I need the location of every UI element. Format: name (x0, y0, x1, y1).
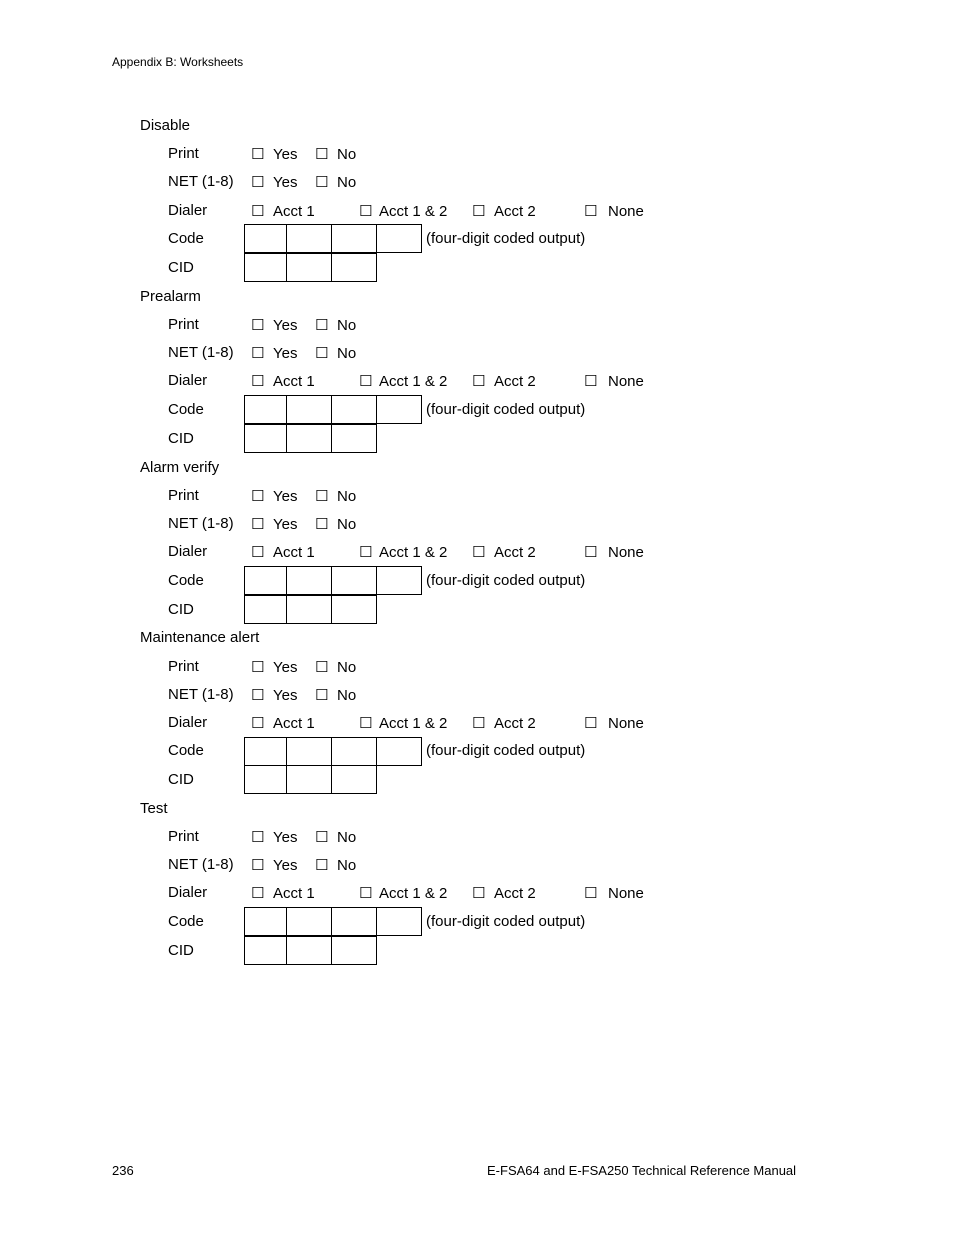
code-digit-box[interactable] (331, 395, 377, 424)
code-digit-box[interactable] (286, 395, 332, 424)
checkbox-icon[interactable]: ☐ (472, 372, 486, 390)
net-no-option[interactable]: ☐ No (315, 856, 357, 874)
checkbox-icon[interactable]: ☐ (315, 856, 329, 874)
code-digit-box[interactable] (244, 907, 287, 936)
section-maintenance-alert (0, 629, 954, 800)
checkbox-icon[interactable]: ☐ (472, 543, 486, 561)
cid-digit-box[interactable] (244, 936, 287, 965)
checkbox-icon[interactable]: ☐ (251, 543, 265, 561)
code-entry-boxes[interactable] (244, 395, 422, 423)
print-yes-option[interactable]: ☐ Yes (251, 145, 298, 163)
cid-digit-box[interactable] (244, 253, 287, 282)
code-hint: (four-digit coded output) (426, 913, 586, 930)
dialer-none-option[interactable]: ☐ None (584, 372, 644, 390)
checkbox-icon[interactable]: ☐ (251, 316, 265, 334)
dialer-acct2-option[interactable]: ☐ Acct 2 (472, 372, 536, 390)
dialer-none-option[interactable]: ☐ None (584, 884, 644, 902)
print-yes-option[interactable]: ☐ Yes (251, 316, 298, 334)
net-no-option[interactable]: ☐ No (315, 173, 357, 191)
checkbox-icon[interactable]: ☐ (251, 856, 265, 874)
code-label: Code (168, 742, 204, 759)
dialer-acct1-option[interactable]: ☐ Acct 1 (251, 202, 315, 220)
checkbox-icon[interactable]: ☐ (251, 884, 265, 902)
checkbox-icon[interactable]: ☐ (315, 145, 329, 163)
dialer-acct12-option[interactable]: ☐ Acct 1 & 2 (359, 543, 448, 561)
cid-label: CID (168, 942, 194, 959)
code-label: Code (168, 913, 204, 930)
net-label: NET (1-8) (168, 173, 234, 190)
checkbox-icon[interactable]: ☐ (315, 515, 329, 533)
checkbox-icon[interactable]: ☐ (584, 884, 598, 902)
cid-digit-box[interactable] (244, 424, 287, 453)
cid-label: CID (168, 771, 194, 788)
code-hint: (four-digit coded output) (426, 230, 586, 247)
checkbox-icon[interactable]: ☐ (251, 344, 265, 362)
code-digit-box[interactable] (331, 737, 377, 766)
page-number: 236 (112, 1163, 134, 1178)
checkbox-icon[interactable]: ☐ (472, 714, 486, 732)
section-title: Test (140, 800, 168, 817)
checkbox-icon[interactable]: ☐ (251, 515, 265, 533)
net-label: NET (1-8) (168, 515, 234, 532)
net-no-option[interactable]: ☐ No (315, 515, 357, 533)
cid-digit-box[interactable] (286, 765, 332, 794)
net-yes-option[interactable]: ☐ Yes (251, 344, 298, 362)
print-label: Print (168, 658, 199, 675)
cid-digit-box[interactable] (286, 253, 332, 282)
checkbox-icon[interactable]: ☐ (315, 828, 329, 846)
cid-digit-box[interactable] (331, 253, 377, 282)
dialer-acct2-option[interactable]: ☐ Acct 2 (472, 543, 536, 561)
code-entry-boxes[interactable] (244, 566, 422, 594)
dialer-acct2-option[interactable]: ☐ Acct 2 (472, 714, 536, 732)
cid-digit-box[interactable] (331, 936, 377, 965)
cid-digit-box[interactable] (286, 936, 332, 965)
code-hint: (four-digit coded output) (426, 742, 586, 759)
checkbox-icon[interactable]: ☐ (315, 316, 329, 334)
section-title: Maintenance alert (140, 629, 260, 646)
code-digit-box[interactable] (244, 224, 287, 253)
dialer-acct12-option[interactable]: ☐ Acct 1 & 2 (359, 714, 448, 732)
print-no-option[interactable]: ☐ No (315, 487, 357, 505)
code-entry-boxes[interactable] (244, 907, 422, 935)
checkbox-icon[interactable]: ☐ (251, 686, 265, 704)
code-hint: (four-digit coded output) (426, 401, 586, 418)
code-digit-box[interactable] (244, 566, 287, 595)
print-yes-option[interactable]: ☐ Yes (251, 487, 298, 505)
dialer-label: Dialer (168, 714, 208, 731)
checkbox-icon[interactable]: ☐ (251, 173, 265, 191)
checkbox-icon[interactable]: ☐ (315, 686, 329, 704)
cid-digit-box[interactable] (286, 595, 332, 624)
dialer-acct1-option[interactable]: ☐ Acct 1 (251, 884, 315, 902)
code-entry-boxes[interactable] (244, 224, 422, 252)
cid-entry-boxes[interactable] (244, 253, 377, 281)
checkbox-icon[interactable]: ☐ (251, 202, 265, 220)
checkbox-icon[interactable]: ☐ (251, 487, 265, 505)
dialer-acct2-option[interactable]: ☐ Acct 2 (472, 884, 536, 902)
dialer-none-option[interactable]: ☐ None (584, 202, 644, 220)
checkbox-icon[interactable]: ☐ (251, 714, 265, 732)
code-digit-box[interactable] (376, 907, 422, 936)
page-header: Appendix B: Worksheets (112, 55, 244, 69)
checkbox-icon[interactable]: ☐ (251, 372, 265, 390)
cid-entry-boxes[interactable] (244, 765, 377, 793)
checkbox-icon[interactable]: ☐ (359, 372, 373, 390)
dialer-acct12-option[interactable]: ☐ Acct 1 & 2 (359, 202, 448, 220)
cid-digit-box[interactable] (244, 595, 287, 624)
checkbox-icon[interactable]: ☐ (315, 658, 329, 676)
code-hint: (four-digit coded output) (426, 572, 586, 589)
checkbox-icon[interactable]: ☐ (584, 372, 598, 390)
code-digit-box[interactable] (331, 566, 377, 595)
section-title: Disable (140, 117, 191, 134)
dialer-none-option[interactable]: ☐ None (584, 714, 644, 732)
cid-label: CID (168, 601, 194, 618)
dialer-acct1-option[interactable]: ☐ Acct 1 (251, 372, 315, 390)
dialer-acct12-option[interactable]: ☐ Acct 1 & 2 (359, 372, 448, 390)
checkbox-icon[interactable]: ☐ (359, 543, 373, 561)
section-alarm-verify (0, 459, 954, 630)
manual-title: E-FSA64 and E-FSA250 Technical Reference Manual (487, 1163, 797, 1178)
cid-entry-boxes[interactable] (244, 936, 377, 964)
code-entry-boxes[interactable] (244, 737, 422, 765)
checkbox-icon[interactable]: ☐ (251, 658, 265, 676)
cid-digit-box[interactable] (331, 595, 377, 624)
code-digit-box[interactable] (286, 737, 332, 766)
dialer-label: Dialer (168, 372, 208, 389)
net-yes-option[interactable]: ☐ Yes (251, 856, 298, 874)
cid-entry-boxes[interactable] (244, 424, 377, 452)
cid-digit-box[interactable] (331, 765, 377, 794)
print-label: Print (168, 316, 199, 333)
net-yes-option[interactable]: ☐ Yes (251, 686, 298, 704)
print-no-option[interactable]: ☐ No (315, 316, 357, 334)
print-label: Print (168, 487, 199, 504)
dialer-acct1-option[interactable]: ☐ Acct 1 (251, 543, 315, 561)
dialer-none-option[interactable]: ☐ None (584, 543, 644, 561)
checkbox-icon[interactable]: ☐ (584, 714, 598, 732)
checkbox-icon[interactable]: ☐ (584, 202, 598, 220)
section-title: Alarm verify (140, 459, 220, 476)
section-prealarm (0, 288, 954, 459)
net-no-option[interactable]: ☐ No (315, 686, 357, 704)
print-no-option[interactable]: ☐ No (315, 658, 357, 676)
code-label: Code (168, 230, 204, 247)
section-disable (0, 117, 954, 288)
code-digit-box[interactable] (331, 224, 377, 253)
section-title: Prealarm (140, 288, 201, 305)
cid-label: CID (168, 259, 194, 276)
cid-digit-box[interactable] (331, 424, 377, 453)
print-yes-option[interactable]: ☐ Yes (251, 828, 298, 846)
code-digit-box[interactable] (244, 737, 287, 766)
print-label: Print (168, 145, 199, 162)
checkbox-icon[interactable]: ☐ (315, 344, 329, 362)
checkbox-icon[interactable]: ☐ (315, 173, 329, 191)
dialer-acct2-option[interactable]: ☐ Acct 2 (472, 202, 536, 220)
code-digit-box[interactable] (376, 395, 422, 424)
code-digit-box[interactable] (244, 395, 287, 424)
net-no-option[interactable]: ☐ No (315, 344, 357, 362)
checkbox-icon[interactable]: ☐ (251, 145, 265, 163)
checkbox-icon[interactable]: ☐ (315, 487, 329, 505)
code-digit-box[interactable] (376, 566, 422, 595)
code-digit-box[interactable] (376, 224, 422, 253)
dialer-label: Dialer (168, 202, 208, 219)
checkbox-icon[interactable]: ☐ (472, 202, 486, 220)
cid-entry-boxes[interactable] (244, 595, 377, 623)
net-label: NET (1-8) (168, 686, 234, 703)
cid-label: CID (168, 430, 194, 447)
checkbox-icon[interactable]: ☐ (359, 714, 373, 732)
print-no-option[interactable]: ☐ No (315, 828, 357, 846)
dialer-label: Dialer (168, 543, 208, 560)
checkbox-icon[interactable]: ☐ (359, 884, 373, 902)
code-digit-box[interactable] (376, 737, 422, 766)
net-label: NET (1-8) (168, 344, 234, 361)
dialer-acct1-option[interactable]: ☐ Acct 1 (251, 714, 315, 732)
print-no-option[interactable]: ☐ No (315, 145, 357, 163)
code-digit-box[interactable] (286, 566, 332, 595)
dialer-label: Dialer (168, 884, 208, 901)
checkbox-icon[interactable]: ☐ (472, 884, 486, 902)
print-label: Print (168, 828, 199, 845)
cid-digit-box[interactable] (286, 424, 332, 453)
code-digit-box[interactable] (286, 907, 332, 936)
code-label: Code (168, 572, 204, 589)
cid-digit-box[interactable] (244, 765, 287, 794)
dialer-acct12-option[interactable]: ☐ Acct 1 & 2 (359, 884, 448, 902)
net-yes-option[interactable]: ☐ Yes (251, 515, 298, 533)
print-yes-option[interactable]: ☐ Yes (251, 658, 298, 676)
checkbox-icon[interactable]: ☐ (359, 202, 373, 220)
section-test (0, 800, 954, 971)
checkbox-icon[interactable]: ☐ (251, 828, 265, 846)
net-yes-option[interactable]: ☐ Yes (251, 173, 298, 191)
code-digit-box[interactable] (331, 907, 377, 936)
code-label: Code (168, 401, 204, 418)
checkbox-icon[interactable]: ☐ (584, 543, 598, 561)
code-digit-box[interactable] (286, 224, 332, 253)
net-label: NET (1-8) (168, 856, 234, 873)
